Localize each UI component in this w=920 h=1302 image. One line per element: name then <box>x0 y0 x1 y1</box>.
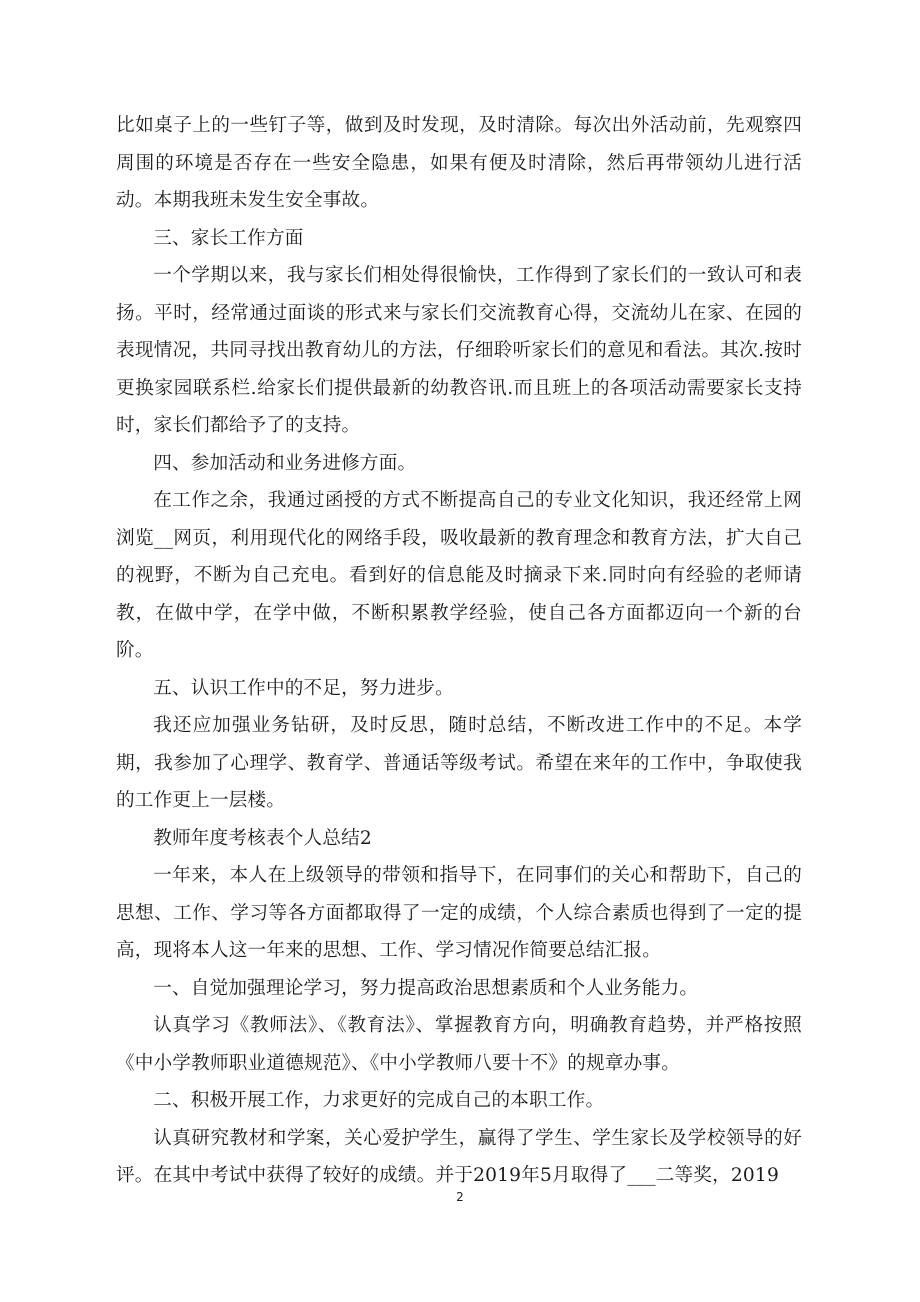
section-heading-theory-study: 一、自觉加强理论学习，努力提高政治思想素质和个人业务能力。 <box>153 977 699 999</box>
document-body <box>116 107 802 1195</box>
paragraph-theory-study: 认真学习《教师法》、《教育法》、掌握教育方向，明确教育趋势，并严格按照《中小学教师职业道德规范》、《中小学教师八要十不》的规章办事。 <box>116 1015 802 1074</box>
paragraph-shortcomings: 我还应加强业务钻研，及时反思，随时总结，不断改进工作中的不足。本学期，我参加了心理学、教育学、普通话等级考试。希望在来年的工作中，争取使我的工作更上一层楼。 <box>116 715 802 811</box>
section-heading-activities-training: 四、参加活动和业务进修方面。 <box>153 452 417 474</box>
paragraph-summary-intro: 一年来，本人在上级领导的带领和指导下，在同事们的关心和帮助下，自己的思想、工作、学习等各方面都取得了一定的成绩，个人综合素质也得到了一定的提高，现将本人这一年来的思想、工作、学习情况作简要总结汇报。 <box>116 865 802 961</box>
paragraph-activities-training: 在工作之余，我通过函授的方式不断提高自己的专业文化知识，我还经常上网浏览__网页，利用现代化的网络手段，吸收最新的教育理念和教育方法，扩大自己的视野，不断为自己充电。看到好的信息能及时摘录下来.同时向有经验的老师请教，在做中学，在学中做，不断积累教学经验，使自己各方面都迈向一个新的台阶。 <box>116 490 802 661</box>
paragraph-active-work: 认真研究教材和学案，关心爱护学生，赢得了学生、学生家长及学校领导的好评。在其中考试中获得了较好的成绩。并于2019年5月取得了___二等奖，2019 <box>116 1127 802 1186</box>
section-heading-active-work: 二、积极开展工作，力求更好的完成自己的本职工作。 <box>153 1090 605 1111</box>
section-heading-shortcomings: 五、认识工作中的不足，努力进步。 <box>153 677 454 699</box>
page-number: 2 <box>456 1190 464 1204</box>
section-heading-parent-work: 三、家长工作方面 <box>153 227 304 249</box>
paragraph-parent-work: 一个学期以来，我与家长们相处得很愉快，工作得到了家长们的一致认可和表扬。平时，经常通过面谈的形式来与家长们交流教育心得，交流幼儿在家、在园的表现情况，共同寻找出教育幼儿的方法，仔细聆听家长们的意见和看法。其次.按时更换家园联系栏.给家长们提供最新的幼教咨讯.而且班上的各项活动需要家长支持时，家长们都给予了的支持。 <box>116 265 802 436</box>
document-subtitle: 教师年度考核表个人总结2 <box>153 827 372 849</box>
paragraph-continuation: 比如桌子上的一些钉子等，做到及时发现，及时清除。每次出外活动前，先观察四周围的环境是否存在一些安全隐患，如果有便及时清除，然后再带领幼儿进行活动。本期我班未发生安全事故。 <box>116 115 802 211</box>
